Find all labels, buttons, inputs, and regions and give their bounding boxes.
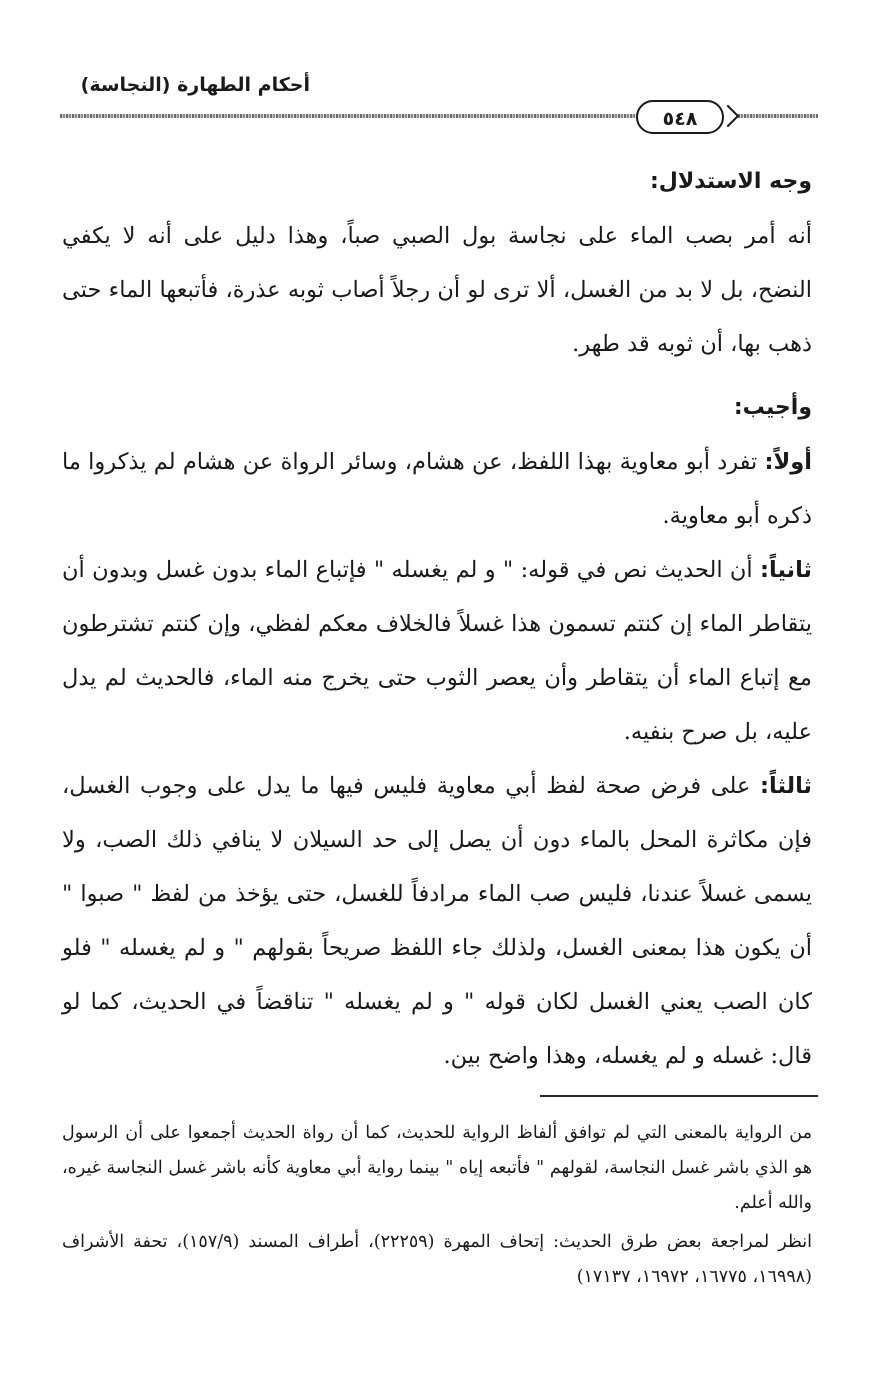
paragraph-first (62, 435, 812, 543)
third-lead: ثالثاً: (760, 773, 812, 799)
paragraph-third (62, 759, 812, 1083)
footnote-2: انظر لمراجعة بعض طرق الحديث: إتحاف المهرة (٢٢٢٥٩)، أطراف المسند (١٥٧/٩)، تحفة الأشراف (١٦٩٩٨، ١٦٧٧٥، ١٦٩٧٢، ١٧١٣٧) (62, 1232, 812, 1287)
footnote-rule (540, 1095, 818, 1097)
paragraph-second (62, 543, 812, 759)
second-text: أن الحديث نص في قوله: " و لم يغسله " فإتباع الماء بدون غسل وبدون أن يتقاطر الماء إن كنتم تسمون هذا غسلاً فالخلاف معكم لفظي، وإن كنتم تشترطون مع إتباع الماء أن يتقاطر وأن يعصر الثوب حتى يخرج منه الماء، فالحديث لم يدل عليه، بل صرح بنفيه. (62, 557, 812, 745)
main-text (62, 155, 812, 1083)
page-number: ٥٤٨ (636, 100, 724, 134)
third-text: على فرض صحة لفظ أبي معاوية فليس فيها ما يدل على وجوب الغسل، فإن مكاثرة المحل بالماء دون أن يصل إلى حد السيلان لا ينافي ذلك الصب، ولا يسمى غسلاً عندنا، فليس صب الماء مرادفاً للغسل، حتى يؤخذ من لفظ " صبوا " أن يكون هذا بمعنى الغسل، ولذلك جاء اللفظ صريحاً بقولهم " و لم يغسله " فلو كان الصب يعني الغسل لكان قوله " و لم يغسله " تناقضاً في الحديث، كما لو قال: غسله و لم يغسله، وهذا واضح بين. (62, 773, 812, 1069)
footnotes (62, 1116, 812, 1295)
heading-response: وأجيب: (733, 395, 812, 420)
running-header-title: أحكام الطهارة (النجاسة) (80, 74, 310, 96)
second-lead: ثانياً: (760, 557, 812, 583)
footnote-1: من الرواية بالمعنى التي لم توافق ألفاظ الرواية للحديث، كما أن رواة الحديث أجمعوا على أن الرسول هو الذي باشر غسل النجاسة، لقولهم " فأتبعه إياه " بينما رواية أبي معاوية كأنه باشر غسل النجاسة غيره، والله أعلم. (62, 1123, 812, 1213)
first-text: تفرد أبو معاوية بهذا اللفظ، عن هشام، وسائر الرواة عن هشام لم يذكروا ما ذكره أبو معاوية. (62, 449, 812, 529)
paragraph-inference: أنه أمر بصب الماء على نجاسة بول الصبي صباً، وهذا دليل على أنه لا يكفي النضح، بل لا بد من الغسل، ألا ترى لو أن رجلاً أصاب ثوبه عذرة، فأتبعها الماء حتى ذهب بها، أن ثوبه قد طهر. (62, 223, 812, 357)
heading-inference: وجه الاستدلال: (649, 169, 812, 194)
first-lead: أولاً: (764, 449, 812, 475)
